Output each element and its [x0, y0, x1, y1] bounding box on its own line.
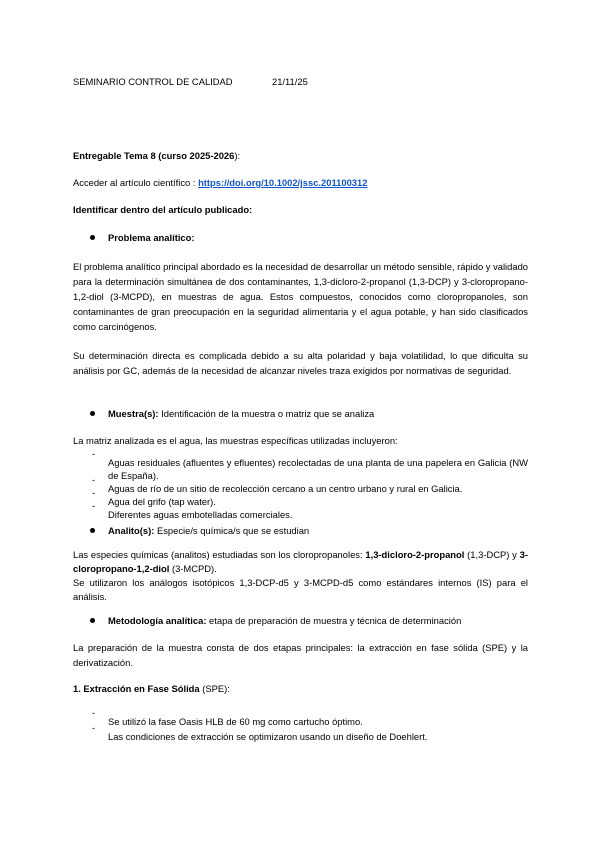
analyte-text: Las especies químicas (analitos) estudiadas son los cloropropanoles:: [73, 549, 366, 560]
analyte-heading: Analito(s):: [108, 525, 155, 536]
analyte-name-mcpd: 3-cloropropano-1,2-diol: [73, 549, 528, 574]
analyte-text: (1,3-DCP) y: [464, 549, 520, 560]
sample-description: Identificación de la muestra o matriz que se analiza: [158, 408, 375, 419]
analyte-description: Especie/s química/s que se estudian: [154, 525, 310, 536]
article-doi-link[interactable]: https://doi.org/10.1002/jssc.201100312: [198, 177, 368, 188]
bullet-icon: [90, 235, 95, 240]
sample-list-item: Agua del grifo (tap water).: [108, 496, 216, 508]
article-access-line: [73, 175, 367, 190]
analyte-text: (3-MCPD).: [169, 563, 217, 574]
spe-list-item: Las condiciones de extracción se optimizaron usando un diseño de Doehlert.: [108, 731, 428, 743]
bullet-icon: [90, 411, 95, 416]
analyte-paragraph-1: [73, 548, 528, 576]
bullet-icon: [90, 528, 95, 533]
sample-heading: Muestra(s):: [108, 408, 159, 419]
spe-heading-suffix: (SPE):: [199, 683, 230, 694]
method-paragraph-1: La preparación de la muestra consta de dos etapas principales: la extracción en fase sólida (SPE) y la derivatización.: [73, 642, 528, 668]
dash-marker: -: [92, 448, 96, 459]
analyte-name-dcp: 1,3-dicloro-2-propanol: [365, 549, 465, 560]
sample-list-item: Aguas residuales (afluentes y efluentes) recolectadas de una planta de una papelera en Galicia (NW de España).: [108, 457, 528, 482]
method-description: etapa de preparación de muestra y técnica de determinación: [206, 615, 462, 626]
header-date: 21/11/25: [272, 76, 308, 87]
deliverable-heading: [73, 148, 240, 163]
problem-heading: Problema analítico:: [108, 232, 195, 243]
spe-list-item: Se utilizó la fase Oasis HLB de 60 mg como cartucho óptimo.: [108, 716, 363, 728]
spe-heading-line: [73, 681, 230, 696]
dash-marker: -: [92, 707, 96, 718]
analyte-paragraph-2: Se utilizaron los análogos isotópicos 1,3-DCP-d5 y 3-MCPD-d5 como estándares internos (IS) para el análisis.: [73, 577, 528, 602]
sample-list-item: Aguas de río de un sitio de recolección cercano a un centro urbano y rural en Galicia.: [108, 483, 463, 495]
article-access-label: Acceder al artículo científico :: [73, 177, 199, 188]
dash-marker: -: [92, 500, 96, 511]
dash-marker: -: [92, 474, 96, 485]
dash-marker: -: [92, 722, 96, 733]
problem-paragraph-1: El problema analítico principal abordado es la necesidad de desarrollar un método sensible, rápido y validado para la determinación simultánea de dos contaminantes, 1,3-dicloro-2-propanol (1,3-DCP) y 3-cloropropano-1,2-diol (3-MCPD), en muestras de agua. Estos compuestos, conocidos como cloropropanoles, son contaminantes de gran preocupación en la seguridad alimentaria y el agua potable, y han sido clasificados como carcinógenos.: [73, 261, 528, 332]
method-heading: Metodología analítica:: [108, 615, 207, 626]
deliverable-heading-suffix: ):: [234, 150, 241, 161]
deliverable-heading-bold: Entregable Tema 8 (curso 2025-2026: [73, 150, 235, 161]
dash-marker: -: [92, 487, 96, 498]
problem-paragraph-2: Su determinación directa es complicada debido a su alta polaridad y baja volatilidad, lo que dificulta su análisis por GC, además de la necesidad de alcanzar niveles traza exigidos por normativas de seguridad.: [73, 350, 528, 376]
method-heading-line: [108, 613, 461, 628]
sample-intro: La matriz analizada es el agua, las muestras específicas utilizadas incluyeron:: [73, 435, 398, 446]
analyte-heading-line: [108, 523, 309, 538]
bullet-icon: [90, 618, 95, 623]
spe-heading: 1. Extracción en Fase Sólida: [73, 683, 200, 694]
identify-heading: Identificar dentro del artículo publicado:: [73, 204, 253, 215]
sample-list-item: Diferentes aguas embotelladas comerciales.: [108, 509, 293, 521]
header-title: SEMINARIO CONTROL DE CALIDAD: [73, 76, 233, 87]
sample-heading-line: [108, 406, 374, 421]
